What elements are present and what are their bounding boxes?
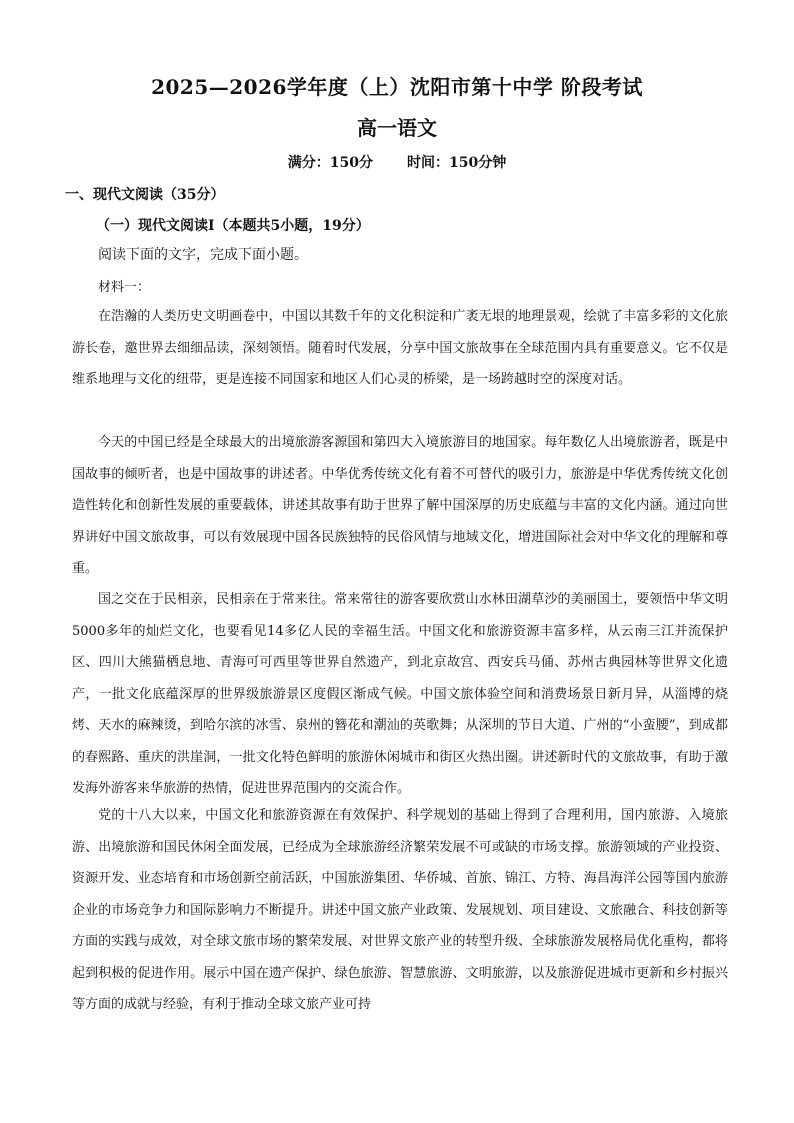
paragraph-3: [72, 584, 728, 805]
paragraph-2: [72, 427, 728, 585]
exam-meta: [0, 152, 794, 172]
exam-time: 时间：150分钟: [407, 155, 507, 171]
section-heading: 一、现代文阅读（35分）: [65, 187, 225, 203]
material-label: 材料一：: [98, 280, 151, 295]
subsection-heading: （一）现代文阅读Ⅰ（本题共5小题，19分）: [96, 218, 370, 234]
reading-instruction: 阅读下面的文字，完成下面小题。: [98, 247, 308, 263]
paragraph-4: [72, 800, 728, 1021]
subject-title: 高一语文: [357, 116, 437, 140]
paragraph-text: 在浩瀚的人类历史文明画卷中，中国以其数千年的文化积淀和广袤无垠的地理景观，绘就了丰富多彩的文化旅游长卷，邀世界去细细品读，深刻领悟。随着时代发展，分享中国文旅故事在全球范围内具有重要意义。它不仅是维系地理与文化的纽带，更是连接不同国家和地区人们心灵的桥梁，是一场跨越时空的深度对话。: [72, 309, 728, 387]
paragraph-text: 党的十八大以来，中国文化和旅游资源在有效保护、科学规划的基础上得到了合理利用，国内旅游、入境旅游、出境旅游和国民休闲全面发展，已经成为全球旅游经济繁荣发展不可或缺的市场支撑。旅游领域的产业投资、资源开发、业态培育和市场创新空前活跃，中国旅游集团、华侨城、首旅、锦江、方特、海昌海洋公园等国内旅游企业的市场竞争力和国际影响力不断提升。讲述中国文旅产业政策、发展规划、项目建设、文旅融合、科技创新等方面的实践与成效，对全球文旅市场的繁荣发展、对世界文旅产业的转型升级、全球旅游发展格局优化重构，都将起到积极的促进作用。展示中国在遗产保护、绿色旅游、智慧旅游、文明旅游，以及旅游促进城市更新和乡村振兴等方面的成就与经验，有利于推动全球文旅产业可持: [72, 808, 728, 1012]
paragraph-text: 今天的中国已经是全球最大的出境旅游客源国和第四大入境旅游目的地国家。每年数亿人出境旅游者，既是中国故事的倾听者，也是中国故事的讲述者。中华优秀传统文化有着不可替代的吸引力，旅游是中华优秀传统文化创造性转化和创新性发展的重要载体，讲述其故事有助于世界了解中国深厚的历史底蕴与丰富的文化内涵。通过向世界讲好中国文旅故事，可以有效展现中国各民族独特的民俗风情与地域文化，增进国际社会对中华文化的理解和尊重。: [72, 435, 728, 576]
paragraph-1: [72, 301, 728, 396]
paragraph-text: 国之交在于民相亲，民相亲在于常来往。常来常往的游客要欣赏山水林田湖草沙的美丽国土，要领悟中华文明5000多年的灿烂文化，也要看见14多亿人民的幸福生活。中国文化和旅游资源丰富多样，从云南三江并流保护区、四川大熊猫栖息地、青海可可西里等世界自然遗产，到北京故宫、西安兵马俑、苏州古典园林等世界文化遗产，一批文化底蕴深厚的世界级旅游景区度假区渐成气候。中国文旅体验空间和消费场景日新月异，从淄博的烧烤、天水的麻辣烫，到哈尔滨的冰雪、泉州的簪花和潮汕的英歌舞；从深圳的节日大道、广州的“小蛮腰”，到成都的春熙路、重庆的洪崖洞，一批文化特色鲜明的旅游休闲城市和街区火热出圈。讲述新时代的文旅故事，有助于激发海外游客来华旅游的热情，促进世界范围内的交流合作。: [72, 592, 728, 796]
exam-title: 2025—2026学年度（上）沈阳市第十中学 阶段考试: [151, 75, 643, 99]
full-score: 满分：150分: [287, 155, 373, 171]
